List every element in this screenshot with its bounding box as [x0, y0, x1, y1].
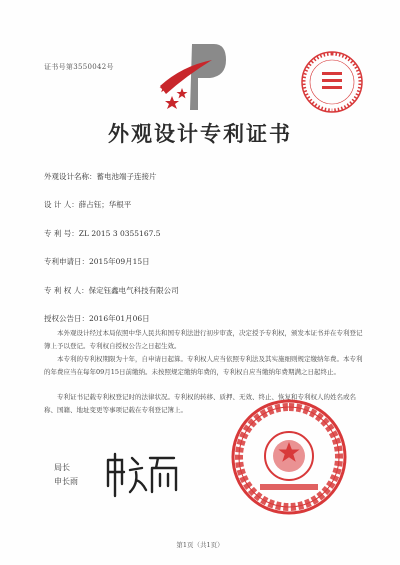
page-number: 第1页（共1页） — [176, 541, 224, 549]
certificate-number: 证书号第3550042号 — [44, 63, 114, 71]
grant-date-field: 授权公告日：2016年01月06日 — [44, 314, 150, 323]
official-seal-icon — [230, 398, 348, 516]
certificate-title: 外观设计专利证书 — [108, 121, 292, 146]
director-name: 申长雨 — [54, 477, 78, 486]
sipo-logo-icon — [152, 36, 234, 118]
director-title: 局长 — [54, 463, 70, 472]
filing-date-field: 专利申请日：2015年09月15日 — [44, 257, 150, 266]
handwritten-signature-icon — [102, 450, 182, 500]
patent-number-field: 专 利 号：ZL 2015 3 0355167.5 — [44, 229, 161, 238]
paragraph-term: 本专利的专利权期限为十年，自申请日起算。专利权人应当依照专利法及其实施细则规定缴纳年费。本专利的年费应当在每年09月15日前缴纳。未按照规定缴纳年费的，专利权自应当缴纳年费期满之日起终止。 — [44, 355, 363, 376]
patentee-field: 专 利 权 人：保定钰鑫电气科技有限公司 — [44, 286, 179, 295]
paragraph-review: 本外观设计经过本局依照中华人民共和国专利法进行初步审查，决定授予专利权，颁发本证书并在专利登记簿上予以登记。专利权自授权公告之日起生效。 — [44, 329, 363, 350]
designer-field: 设 计 人：薛占钰；华根平 — [44, 200, 132, 209]
paragraph-registration: 专利证书记载专利权登记时的法律状况。专利权的转移、质押、无效、终止、恢复和专利权人的姓名或名称、国籍、地址变更等事项记载在专利登记簿上。 — [44, 393, 356, 414]
design-name-field: 外观设计名称：蓄电池端子连接片 — [44, 172, 157, 181]
small-red-stamp-icon — [300, 50, 364, 114]
